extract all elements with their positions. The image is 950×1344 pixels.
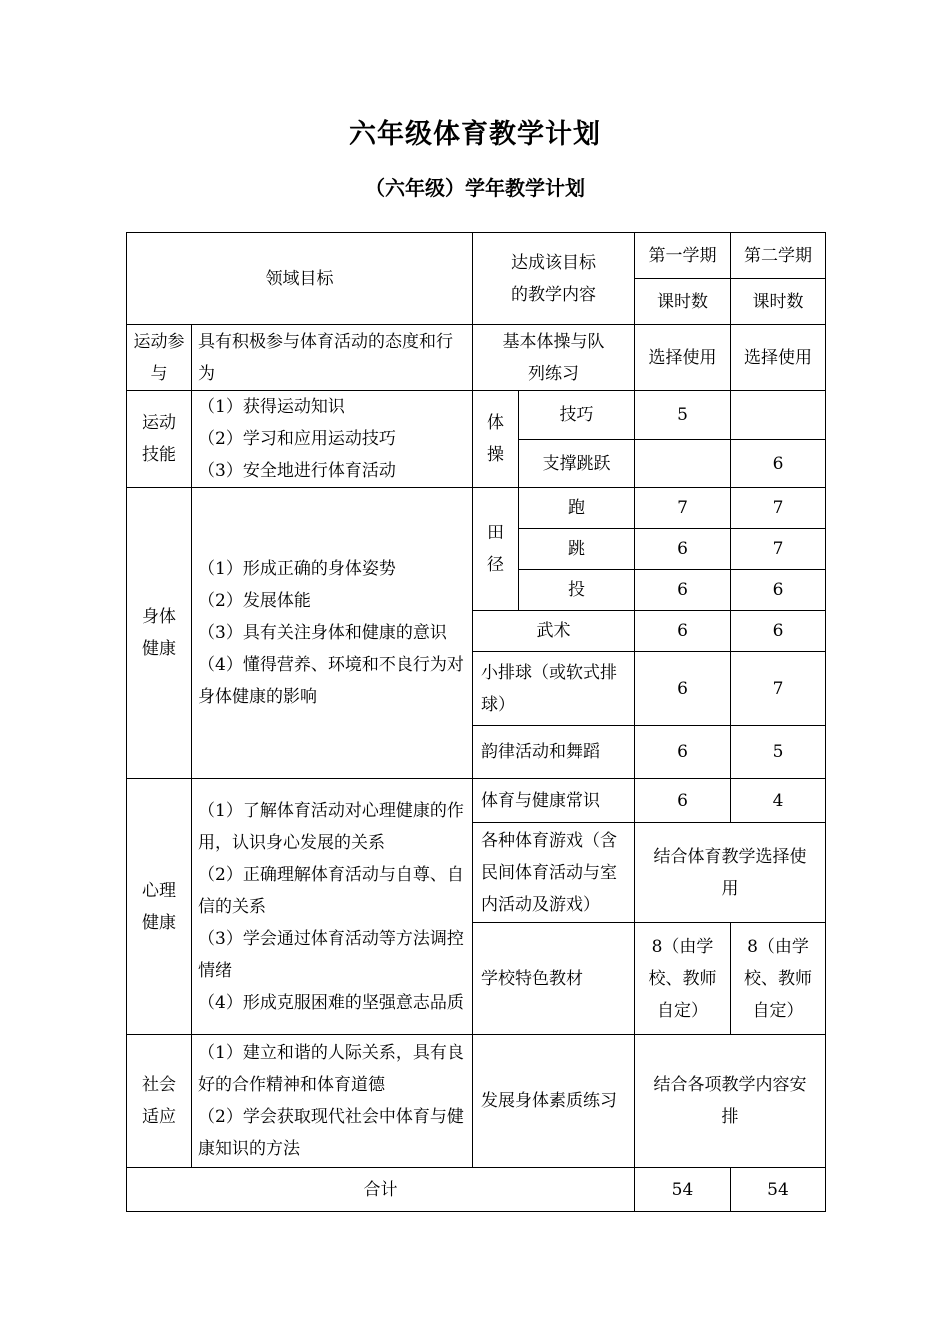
goals-mental: [192, 779, 473, 1035]
item-run: 跑: [519, 488, 635, 529]
knowledge-term1: 6: [635, 779, 731, 823]
header-term1-hours: 课时数: [635, 279, 731, 325]
knowledge-term2: 4: [731, 779, 826, 823]
goal-mental-2: （2）正确理解体育活动与自尊、自信的关系: [198, 864, 464, 917]
item-jump: 跳: [519, 529, 635, 570]
domain-participation: 运动参与: [127, 325, 192, 391]
total-term1: 54: [635, 1168, 731, 1212]
participation-term2: 选择使用: [731, 325, 826, 391]
item-volleyball: 小排球（或软式排球）: [473, 652, 635, 726]
goal-physical-1: （1）形成正确的身体姿势: [198, 559, 396, 579]
item-games: 各种体育游戏（含民间体育活动与室内活动及游戏）: [473, 823, 635, 923]
item-health-knowledge: 体育与健康常识: [473, 779, 635, 823]
fitness-arrangement: 结合各项教学内容安排: [635, 1035, 826, 1168]
header-term2: 第二学期: [731, 233, 826, 279]
wushu-term2: 6: [731, 611, 826, 652]
throw-term1: 6: [635, 570, 731, 611]
domain-physical: 身体健康: [127, 488, 192, 779]
vault-term1: [635, 440, 731, 488]
jump-term2: 7: [731, 529, 826, 570]
teaching-plan-table: [126, 232, 826, 1212]
goal-social-1: （1）建立和谐的人际关系，具有良好的合作精神和体育道德: [198, 1043, 464, 1095]
volleyball-term2: 7: [731, 652, 826, 726]
throw-term2: 6: [731, 570, 826, 611]
wushu-term1: 6: [635, 611, 731, 652]
tumbling-term1: 5: [635, 391, 731, 440]
goal-physical-3: （3）具有关注身体和健康的意识: [198, 623, 447, 643]
page-title: 六年级体育教学计划: [349, 119, 601, 150]
goal-physical-2: （2）发展体能: [198, 591, 311, 611]
rhythm-term2: 5: [731, 726, 826, 779]
total-term2: 54: [731, 1168, 826, 1212]
group-gymnastics: 体操: [473, 391, 519, 488]
vault-term2: 6: [731, 440, 826, 488]
group-track: 田径: [473, 488, 519, 611]
domain-mental: 心理健康: [127, 779, 192, 1035]
goal-skills-2: （2）学习和应用运动技巧: [198, 429, 396, 449]
run-term2: 7: [731, 488, 826, 529]
tumbling-term2: [731, 391, 826, 440]
goals-social: [192, 1035, 473, 1168]
games-arrangement: 结合体育教学选择使用: [635, 823, 826, 923]
header-term1: 第一学期: [635, 233, 731, 279]
volleyball-term1: 6: [635, 652, 731, 726]
item-fitness: 发展身体素质练习: [473, 1035, 635, 1168]
run-term1: 7: [635, 488, 731, 529]
goals-physical: [192, 488, 473, 779]
school-term2: 8（由学校、教师自定）: [731, 923, 826, 1035]
header-content-line2: 的教学内容: [511, 284, 596, 305]
item-wushu: 武术: [473, 611, 635, 652]
page-subtitle: （六年级）学年教学计划: [365, 176, 585, 200]
goal-mental-4: （4）形成克服困难的坚强意志品质: [198, 992, 464, 1013]
item-rhythm: 韵律活动和舞蹈: [473, 726, 635, 779]
goal-physical-4: （4）懂得营养、环境和不良行为对身体健康的影响: [198, 655, 464, 707]
content-basic-gymnastics: 基本体操与队列练习: [473, 325, 635, 391]
jump-term1: 6: [635, 529, 731, 570]
goal-mental-3: （3）学会通过体育活动等方法调控情绪: [198, 928, 464, 981]
goal-mental-1: （1）了解体育活动对心理健康的作用，认识身心发展的关系: [198, 800, 464, 853]
header-teaching-content: [473, 233, 635, 325]
item-school-materials: 学校特色教材: [473, 923, 635, 1035]
goal-skills-1: （1）获得运动知识: [198, 397, 345, 417]
domain-social: 社会适应: [127, 1035, 192, 1168]
item-throw: 投: [519, 570, 635, 611]
header-domain-goal: 领域目标: [127, 233, 473, 325]
item-tumbling: 技巧: [519, 391, 635, 440]
goal-skills-3: （3）安全地进行体育活动: [198, 461, 396, 481]
school-term1: 8（由学校、教师自定）: [635, 923, 731, 1035]
goal-social-2: （2）学会获取现代社会中体育与健康知识的方法: [198, 1107, 464, 1159]
header-term2-hours: 课时数: [731, 279, 826, 325]
item-vault: 支撑跳跃: [519, 440, 635, 488]
participation-term1: 选择使用: [635, 325, 731, 391]
goals-skills: [192, 391, 473, 488]
goal-participation: 具有积极参与体育活动的态度和行为: [192, 325, 473, 391]
header-content-line1: 达成该目标: [511, 252, 596, 273]
rhythm-term1: 6: [635, 726, 731, 779]
total-label: 合计: [127, 1168, 635, 1212]
domain-skills: 运动技能: [127, 391, 192, 488]
